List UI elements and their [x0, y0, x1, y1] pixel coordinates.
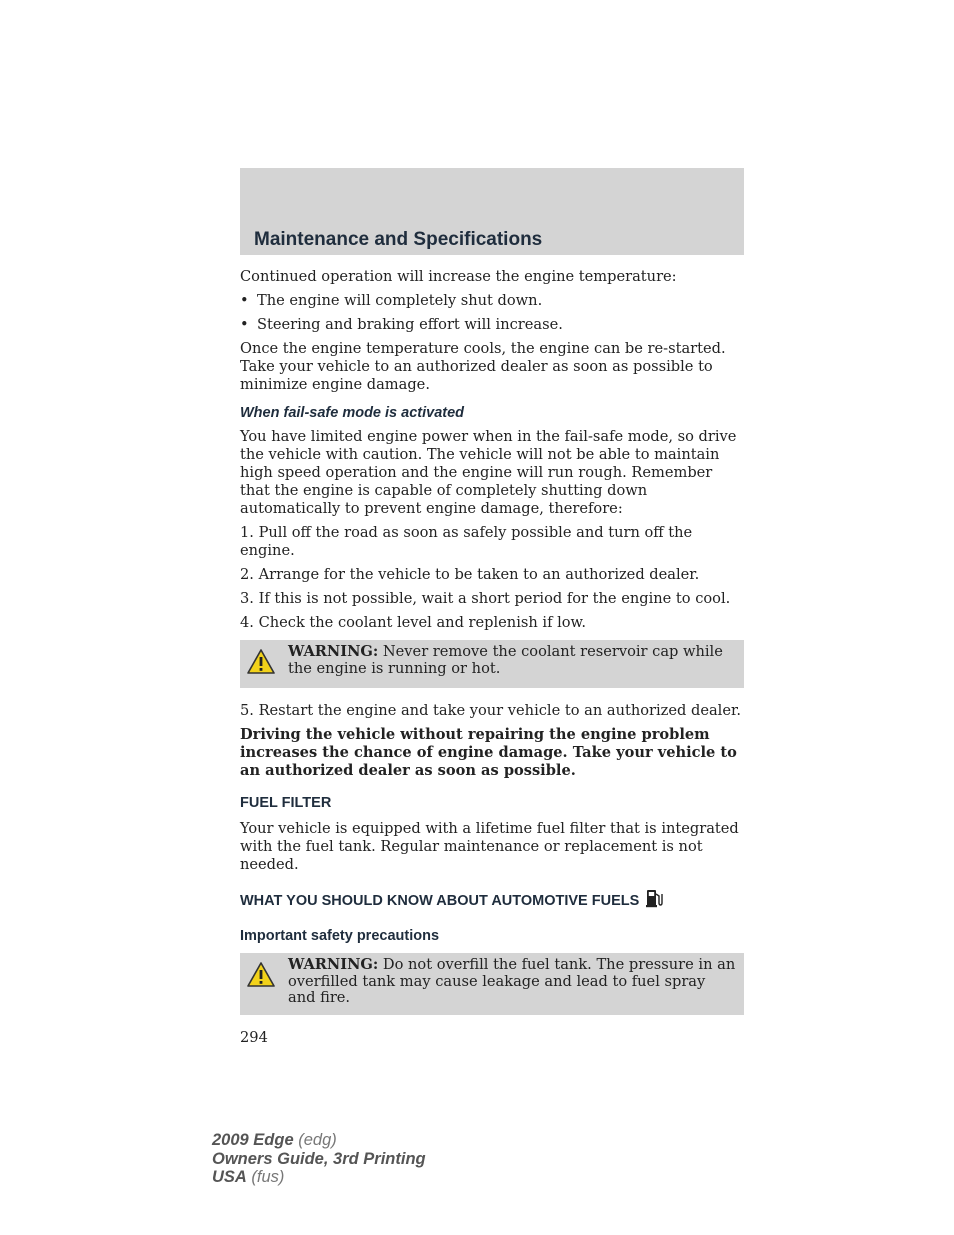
fuels-heading: WHAT YOU SHOULD KNOW ABOUT AUTOMOTIVE FUELS	[240, 892, 640, 909]
warning-text	[282, 957, 736, 1007]
footer-market: USA	[212, 1168, 247, 1186]
step-item: 3. If this is not possible, wait a short period for the engine to cool.	[240, 590, 731, 607]
failsafe-paragraph: You have limited engine power when in the fail-safe mode, so drive the vehicle with caution. The vehicle will not be able to maintain high speed operation and the engine will run rough. Remember that the engine is capable of completely shutting down automatically to prevent engine damage, therefore:	[240, 428, 737, 517]
damage-notice: Driving the vehicle without repairing the engine problem increases the chance of engine damage. Take your vehicle to an authorized dealer as soon as possible.	[240, 726, 737, 779]
warning-box-coolant	[240, 640, 744, 688]
footer-model-code: (edg)	[293, 1131, 337, 1149]
page-number: 294	[240, 1028, 268, 1046]
footer-guide: Owners Guide, 3rd Printing	[212, 1149, 426, 1168]
bullet-glyph: •	[240, 316, 249, 333]
warning-triangle-icon	[246, 957, 282, 1007]
section-header-band	[240, 168, 744, 255]
cool-paragraph: Once the engine temperature cools, the engine can be re-started. Take your vehicle to an authorized dealer as soon as possible to minimize engine damage.	[240, 340, 726, 393]
page-content	[240, 268, 744, 1053]
step-item: 2. Arrange for the vehicle to be taken to an authorized dealer.	[240, 566, 700, 583]
warning-label: WARNING:	[288, 643, 379, 660]
intro-paragraph: Continued operation will increase the engine temperature:	[240, 268, 677, 285]
failsafe-heading: When fail-safe mode is activated	[240, 405, 465, 421]
step-item: 4. Check the coolant level and replenish if low.	[240, 614, 586, 631]
bullet-text: The engine will completely shut down.	[257, 292, 543, 309]
footer-market-code: (fus)	[246, 1168, 285, 1186]
footer-line-guide	[212, 1150, 426, 1169]
footer-model: 2009 Edge	[212, 1131, 294, 1149]
warning-text	[282, 644, 736, 680]
step-item: 5. Restart the engine and take your vehicle to an authorized dealer.	[240, 702, 741, 719]
list-item	[240, 292, 744, 310]
fuel-filter-heading: FUEL FILTER	[240, 795, 332, 811]
list-item	[240, 316, 744, 334]
warning-message: Do not overfill the fuel tank. The pressure in an overfilled tank may cause leakage and lead to fuel spray and fire.	[288, 956, 736, 1006]
warning-label: WARNING:	[288, 956, 379, 973]
safety-heading: Important safety precautions	[240, 928, 440, 944]
document-footer	[212, 1131, 426, 1187]
step-item: 1. Pull off the road as soon as safely possible and turn off the engine.	[240, 524, 693, 559]
fuel-pump-icon	[645, 888, 663, 913]
footer-line-model	[212, 1131, 426, 1150]
warning-box-fuel	[240, 953, 744, 1015]
bullet-glyph: •	[240, 292, 249, 309]
bullet-text: Steering and braking effort will increase.	[257, 316, 563, 333]
fuel-filter-paragraph: Your vehicle is equipped with a lifetime fuel filter that is integrated with the fuel tank. Regular maintenance or replacement is not needed.	[240, 820, 739, 873]
footer-line-market	[212, 1168, 426, 1187]
fuels-heading-row	[240, 888, 744, 913]
warning-triangle-icon	[246, 644, 282, 680]
section-title: Maintenance and Specifications	[254, 229, 543, 250]
warning-message: Never remove the coolant reservoir cap while the engine is running or hot.	[288, 643, 723, 677]
